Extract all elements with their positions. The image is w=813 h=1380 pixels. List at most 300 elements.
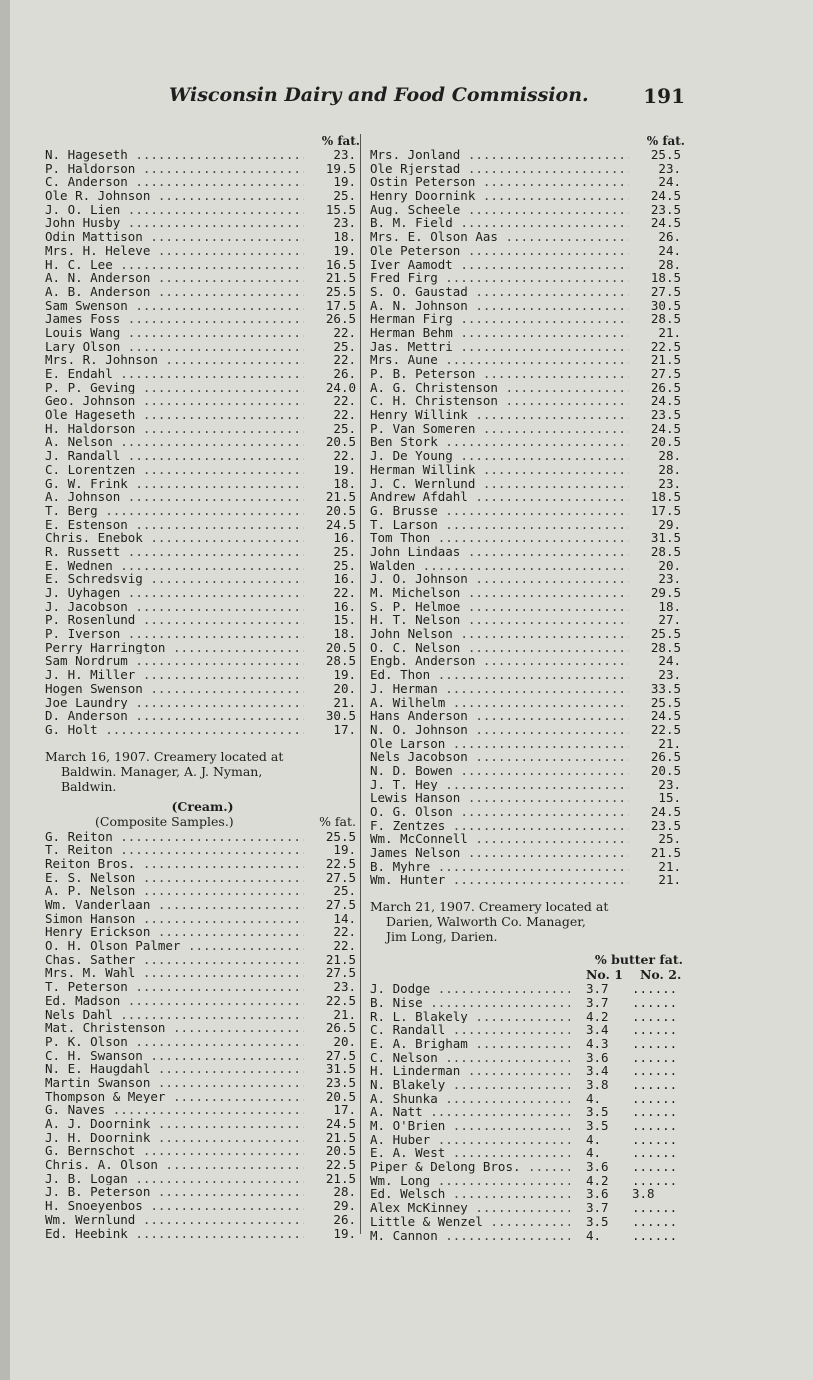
table-row <box>370 1133 685 1147</box>
fat-value: 31.5 <box>650 530 681 546</box>
table-row <box>45 723 360 737</box>
patron-name: C. Anderson ..... <box>45 175 304 189</box>
patron-name: P. B. Peterson ..... <box>370 367 629 381</box>
patron-name: R. Russett ..... <box>45 545 304 559</box>
table-row <box>45 1008 360 1022</box>
fat-value: 24.5 <box>650 188 681 204</box>
no1-value: 3.8 <box>586 1076 609 1092</box>
fat-value: 16. <box>333 530 356 546</box>
table-row <box>45 830 360 844</box>
fat-value: 28. <box>658 461 681 477</box>
patron-name: J. Randall ..... <box>45 449 304 463</box>
table-row <box>45 477 360 491</box>
patron-name: H. T. Nelson ..... <box>370 613 629 627</box>
patron-name: J. O. Johnson ..... <box>370 572 629 586</box>
fat-value: 18. <box>333 475 356 491</box>
fat-value: 24.0 <box>325 379 356 395</box>
patron-name: J. O. Lien ..... <box>45 203 304 217</box>
fat-value: 24. <box>658 242 681 258</box>
patron-name: Alex McKinney ..... <box>370 1201 570 1215</box>
table-row <box>370 791 685 805</box>
patron-name: Hogen Swenson ..... <box>45 682 304 696</box>
patron-name: Mat. Christenson ..... <box>45 1021 304 1035</box>
table-row <box>370 312 685 326</box>
patron-name: J. Herman ..... <box>370 682 629 696</box>
fat-value: 20.5 <box>325 1143 356 1159</box>
patron-name: Henry Willink ..... <box>370 408 629 422</box>
fat-value: 26.5 <box>650 379 681 395</box>
fat-value: 22. <box>333 352 356 368</box>
table-row <box>45 1117 360 1131</box>
table-row <box>370 613 685 627</box>
fat-value: 22.5 <box>325 1157 356 1173</box>
table-row <box>45 600 360 614</box>
patron-name: M. Michelson ..... <box>370 586 629 600</box>
fat-column-header <box>45 134 360 148</box>
table-row <box>370 353 685 367</box>
fat-value: 26.5 <box>325 1020 356 1036</box>
patron-name: A. N. Johnson ..... <box>370 299 629 313</box>
table-row <box>45 654 360 668</box>
fat-value: 21.5 <box>325 951 356 967</box>
patron-name: P. Van Someren ..... <box>370 422 629 436</box>
patron-name: J. Uyhagen ..... <box>45 586 304 600</box>
table-row <box>370 559 685 573</box>
table-row <box>45 1131 360 1145</box>
table-row <box>370 1187 685 1201</box>
fat-value: 24.5 <box>650 708 681 724</box>
patron-name: Mrs. E. Olson Aas ..... <box>370 230 629 244</box>
fat-value: 20.5 <box>325 434 356 450</box>
table-row <box>370 860 685 874</box>
fat-value: 23. <box>333 215 356 231</box>
fat-value: 22.5 <box>325 855 356 871</box>
table-row <box>370 586 685 600</box>
table-row <box>45 271 360 285</box>
patron-name: P. Rosenlund ..... <box>45 613 304 627</box>
patron-name: E. A. West ..... <box>370 1146 570 1160</box>
table-row <box>45 285 360 299</box>
table-row <box>45 435 360 449</box>
fat-value: 27.5 <box>325 897 356 912</box>
patron-name: E. S. Nelson ..... <box>45 871 304 885</box>
no2-value: ...... <box>632 1076 678 1092</box>
fat-value: 26. <box>333 1211 356 1227</box>
table-row <box>45 1172 360 1186</box>
patron-name: H. Haldorson ..... <box>45 422 304 436</box>
table-row <box>45 230 360 244</box>
table-row <box>370 1201 685 1215</box>
patron-name: C. Lorentzen ..... <box>45 463 304 477</box>
fat-value: 19. <box>333 842 356 858</box>
fat-value: 29. <box>333 1198 356 1214</box>
patron-name: J. Dodge ..... <box>370 982 570 996</box>
table-row <box>45 925 360 939</box>
no1-value: 3.7 <box>586 1200 609 1216</box>
patron-name: John Nelson ..... <box>370 627 629 641</box>
patron-name: C. H. Swanson ..... <box>45 1049 304 1063</box>
patron-name: N. Blakely ..... <box>370 1078 570 1092</box>
no1-value: 4. <box>586 1227 602 1243</box>
section-line: Baldwin. Manager, A. J. Nyman, <box>61 763 263 779</box>
patron-name: J. T. Hey ..... <box>370 778 629 792</box>
no1-value: 3.6 <box>586 1049 609 1065</box>
table-row <box>45 1049 360 1063</box>
no2-value: 3.8 <box>632 1186 655 1202</box>
patron-name: Chris. Enebok ..... <box>45 531 304 545</box>
fat-value: 22.5 <box>650 721 681 737</box>
no1-value: 3.5 <box>586 1118 609 1133</box>
patron-name: A. Nelson ..... <box>45 435 304 449</box>
fat-value: 25. <box>333 420 356 436</box>
table-row <box>45 148 360 162</box>
patron-name: Wm. Vanderlaan ..... <box>45 898 304 912</box>
patron-name: Mrs. Jonland ..... <box>370 148 629 162</box>
table-row <box>45 939 360 953</box>
fat-value: 31.5 <box>325 1061 356 1077</box>
patron-name: C. H. Christenson ..... <box>370 394 629 408</box>
fat-value: 25. <box>333 543 356 559</box>
table-row <box>370 1119 685 1133</box>
no2-value: ...... <box>632 1213 678 1229</box>
patron-name: Lary Olson ..... <box>45 340 304 354</box>
patron-name: G. Reiton ..... <box>45 830 304 844</box>
table-row <box>370 1092 685 1106</box>
no1-value: 3.7 <box>586 981 609 997</box>
patron-name: G. Holt ..... <box>45 723 304 737</box>
patron-name: P. K. Olson ..... <box>45 1035 304 1049</box>
patron-name: D. Anderson ..... <box>45 709 304 723</box>
fat-value: 23.5 <box>325 1074 356 1090</box>
fat-value: 21.5 <box>325 489 356 505</box>
table-row <box>370 1174 685 1188</box>
fat-value: 27.5 <box>325 965 356 981</box>
fat-value: 23. <box>658 571 681 587</box>
table-row <box>370 490 685 504</box>
no1-value: 4.2 <box>586 1172 609 1188</box>
table-row <box>45 1185 360 1199</box>
patron-name: Sam Swenson ..... <box>45 299 304 313</box>
fat-value: 28.5 <box>650 311 681 327</box>
patron-name: Andrew Afdahl ..... <box>370 490 629 504</box>
table-row <box>370 1023 685 1037</box>
patron-name: G. Brusse ..... <box>370 504 629 518</box>
fat-value: 22.5 <box>650 338 681 354</box>
fat-header-label: % fat. <box>646 134 685 148</box>
fat-value: 23. <box>658 475 681 491</box>
table-row <box>370 1105 685 1119</box>
patron-name: Ole Rjerstad ..... <box>370 162 629 176</box>
fat-value: 24. <box>658 174 681 190</box>
fat-value: 15.5 <box>325 201 356 217</box>
fat-value: 25. <box>333 557 356 573</box>
table-row <box>370 572 685 586</box>
patron-name: Mrs. H. Heleve ..... <box>45 244 304 258</box>
table-row <box>370 258 685 272</box>
composite-label: (Composite Samples.) <box>95 813 234 829</box>
fat-value: 22. <box>333 393 356 409</box>
table-row <box>370 203 685 217</box>
table-row <box>45 340 360 354</box>
no1-value: 3.4 <box>586 1022 609 1038</box>
fat-value: 19. <box>333 461 356 477</box>
fat-value: 27. <box>658 612 681 628</box>
table-row <box>370 600 685 614</box>
table-row <box>45 1035 360 1049</box>
section-line: Darien, Walworth Co. Manager, <box>386 914 586 930</box>
table-row <box>45 394 360 408</box>
no1-value: 4. <box>586 1145 602 1161</box>
page-header <box>45 84 685 114</box>
fat-value: 33.5 <box>650 680 681 696</box>
fat-value: 23. <box>658 160 681 176</box>
patron-name: Piper & Delong Bros. ..... <box>370 1160 570 1174</box>
fat-value: 25.5 <box>650 147 681 162</box>
patron-name: Engb. Anderson ..... <box>370 654 629 668</box>
fat-value: 25. <box>658 831 681 847</box>
right-list-1 <box>370 148 685 887</box>
table-row <box>370 1160 685 1174</box>
patron-name: J. Jacobson ..... <box>45 600 304 614</box>
page-number: 191 <box>643 84 685 108</box>
running-title: Wisconsin Dairy and Food Commission. <box>169 84 589 106</box>
patron-name: P. Haldorson ..... <box>45 162 304 176</box>
table-row <box>45 884 360 898</box>
patron-name: Herman Behm ..... <box>370 326 629 340</box>
patron-name: A. Shunka ..... <box>370 1092 570 1106</box>
fat-value: 21. <box>658 324 681 340</box>
patron-name: Martin Swanson ..... <box>45 1076 304 1090</box>
table-row <box>45 422 360 436</box>
patron-name: A. G. Christenson ..... <box>370 381 629 395</box>
table-row <box>45 1076 360 1090</box>
patron-name: Wm. McConnell ..... <box>370 832 629 846</box>
fat-value: 22. <box>333 924 356 940</box>
table-row <box>370 723 685 737</box>
patron-name: T. Peterson ..... <box>45 980 304 994</box>
table-row <box>45 627 360 641</box>
table-row <box>45 449 360 463</box>
patron-name: E. Wednen ..... <box>45 559 304 573</box>
no2-value: ...... <box>632 1022 678 1038</box>
section-line: March 21, 1907. Creamery located at <box>370 899 609 915</box>
table-row <box>370 778 685 792</box>
fat-value: 16. <box>333 571 356 587</box>
fat-value: 21. <box>658 735 681 751</box>
patron-name: Wm. Hunter ..... <box>370 873 629 887</box>
fat-value: 24.5 <box>650 393 681 409</box>
patron-name: N. D. Bowen ..... <box>370 764 629 778</box>
fat-value: 19. <box>333 174 356 190</box>
left-column <box>45 134 360 1240</box>
patron-name: A. Natt ..... <box>370 1105 570 1119</box>
table-row <box>45 1090 360 1104</box>
patron-name: Mrs. Aune ..... <box>370 353 629 367</box>
no2-value: ...... <box>632 1172 678 1188</box>
no2-value: ...... <box>632 1008 678 1024</box>
fat-value: 24.5 <box>325 516 356 532</box>
patron-name: N. Hageseth ..... <box>45 148 304 162</box>
table-row <box>370 230 685 244</box>
no2-value: ...... <box>632 1118 678 1133</box>
patron-name: J. H. Doornink ..... <box>45 1131 304 1145</box>
patron-name: G. Naves ..... <box>45 1103 304 1117</box>
table-row <box>370 189 685 203</box>
patron-name: Joe Laundry ..... <box>45 696 304 710</box>
table-row <box>370 271 685 285</box>
fat-value: 20.5 <box>325 1088 356 1104</box>
table-row <box>370 408 685 422</box>
patron-name: H. Snoeyenbos ..... <box>45 1199 304 1213</box>
patron-name: Ed. Thon ..... <box>370 668 629 682</box>
patron-name: O. H. Olson Palmer ..... <box>45 939 304 953</box>
patron-name: Louis Wang ..... <box>45 326 304 340</box>
fat-value: 17. <box>333 721 356 737</box>
patron-name: Ed. Welsch ..... <box>370 1187 570 1201</box>
patron-name: C. Randall ..... <box>370 1023 570 1037</box>
patron-name: Ole Hageseth ..... <box>45 408 304 422</box>
fat-value: 20.5 <box>325 639 356 655</box>
table-row <box>45 668 360 682</box>
fat-value: 21. <box>658 872 681 888</box>
table-row <box>45 244 360 258</box>
table-row <box>370 367 685 381</box>
no1-value: 3.7 <box>586 994 609 1010</box>
table-row <box>370 641 685 655</box>
no1-label: No. 1 <box>586 967 623 983</box>
patron-name: P. P. Geving ..... <box>45 381 304 395</box>
patron-name: F. Zentzes ..... <box>370 819 629 833</box>
table-row <box>370 805 685 819</box>
fat-value: 28. <box>658 256 681 272</box>
fat-value: 24.5 <box>650 804 681 819</box>
table-row <box>370 764 685 778</box>
table-row <box>370 518 685 532</box>
patron-name: E. Endahl ..... <box>45 367 304 381</box>
fat-value: 25.5 <box>650 694 681 710</box>
no1-value: 3.5 <box>586 1213 609 1229</box>
patron-name: J. B. Logan ..... <box>45 1172 304 1186</box>
table-row <box>370 285 685 299</box>
table-row <box>370 654 685 668</box>
fat-value: 24.5 <box>650 215 681 231</box>
table-row <box>45 682 360 696</box>
table-row <box>370 1078 685 1092</box>
table-row <box>45 258 360 272</box>
fat-value: 17. <box>333 1102 356 1118</box>
patron-name: James Nelson ..... <box>370 846 629 860</box>
table-row <box>370 819 685 833</box>
no2-value: ...... <box>632 1035 678 1051</box>
table-row <box>370 709 685 723</box>
fat-value: 15. <box>333 612 356 628</box>
patron-name: M. O'Brien ..... <box>370 1119 570 1133</box>
patron-name: Ostin Peterson ..... <box>370 175 629 189</box>
fat-value: 25.5 <box>325 828 356 844</box>
table-row <box>370 832 685 846</box>
patron-name: J. De Young ..... <box>370 449 629 463</box>
fat-value: 21.5 <box>325 1129 356 1145</box>
no2-value: ...... <box>632 1227 678 1243</box>
fat-value: 17.5 <box>650 502 681 518</box>
patron-name: Ole Peterson ..... <box>370 244 629 258</box>
table-row <box>370 463 685 477</box>
patron-name: T. Reiton ..... <box>45 843 304 857</box>
no1-value: 3.6 <box>586 1186 609 1202</box>
table-row <box>370 477 685 491</box>
patron-name: Little & Wenzel ..... <box>370 1215 570 1229</box>
patron-name: Wm. Wernlund ..... <box>45 1213 304 1227</box>
table-row <box>370 504 685 518</box>
fat-value: 21.5 <box>325 270 356 286</box>
patron-name: E. A. Brigham ..... <box>370 1037 570 1051</box>
patron-name: Iver Aamodt ..... <box>370 258 629 272</box>
patron-name: A. J. Doornink ..... <box>45 1117 304 1131</box>
table-row <box>45 216 360 230</box>
table-row <box>370 449 685 463</box>
patron-name: A. Huber ..... <box>370 1133 570 1147</box>
patron-name: Ole R. Johnson ..... <box>45 189 304 203</box>
table-row <box>45 531 360 545</box>
fat-value: 29.5 <box>650 585 681 600</box>
patron-name: A. B. Anderson ..... <box>45 285 304 299</box>
patron-name: O. G. Olson ..... <box>370 805 629 819</box>
patron-name: A. P. Nelson ..... <box>45 884 304 898</box>
patron-name: Ed. Madson ..... <box>45 994 304 1008</box>
fat-value: 27.5 <box>650 283 681 299</box>
fat-value: 22. <box>333 407 356 423</box>
butter-fat-header <box>370 952 685 982</box>
table-row <box>45 367 360 381</box>
table-row <box>45 162 360 176</box>
fat-value: 16.5 <box>325 256 356 272</box>
patron-name: Hans Anderson ..... <box>370 709 629 723</box>
fat-value: 27.5 <box>325 869 356 885</box>
column-divider <box>360 134 361 1234</box>
table-row <box>370 1037 685 1051</box>
table-row <box>370 627 685 641</box>
table-row <box>45 545 360 559</box>
fat-value: 26.5 <box>650 749 681 765</box>
no2-value: ...... <box>632 1090 678 1106</box>
table-row <box>45 1062 360 1076</box>
patron-name: O. C. Nelson ..... <box>370 641 629 655</box>
table-row <box>45 559 360 573</box>
patron-name: Chas. Sather ..... <box>45 953 304 967</box>
fat-value: 25. <box>333 188 356 204</box>
patron-name: John Husby ..... <box>45 216 304 230</box>
patron-name: S. P. Helmoe ..... <box>370 600 629 614</box>
fat-value: 20.5 <box>325 502 356 518</box>
patron-name: N. E. Haugdahl ..... <box>45 1062 304 1076</box>
fat-value: 25.5 <box>650 626 681 642</box>
fat-value: 19. <box>333 242 356 258</box>
patron-name: E. Estenson ..... <box>45 518 304 532</box>
patron-name: Odin Mattison ..... <box>45 230 304 244</box>
no1-value: 3.6 <box>586 1159 609 1175</box>
fat-header-label: % fat. <box>319 813 356 829</box>
no2-value: ...... <box>632 1131 678 1147</box>
section-line: March 16, 1907. Creamery located at <box>45 748 284 764</box>
table-row <box>370 1010 685 1024</box>
patron-name: Geo. Johnson ..... <box>45 394 304 408</box>
table-row <box>370 696 685 710</box>
fat-value: 19.5 <box>325 160 356 176</box>
table-row <box>370 1051 685 1065</box>
table-row <box>45 857 360 871</box>
patron-name: Wm. Long ..... <box>370 1174 570 1188</box>
table-row <box>370 873 685 887</box>
